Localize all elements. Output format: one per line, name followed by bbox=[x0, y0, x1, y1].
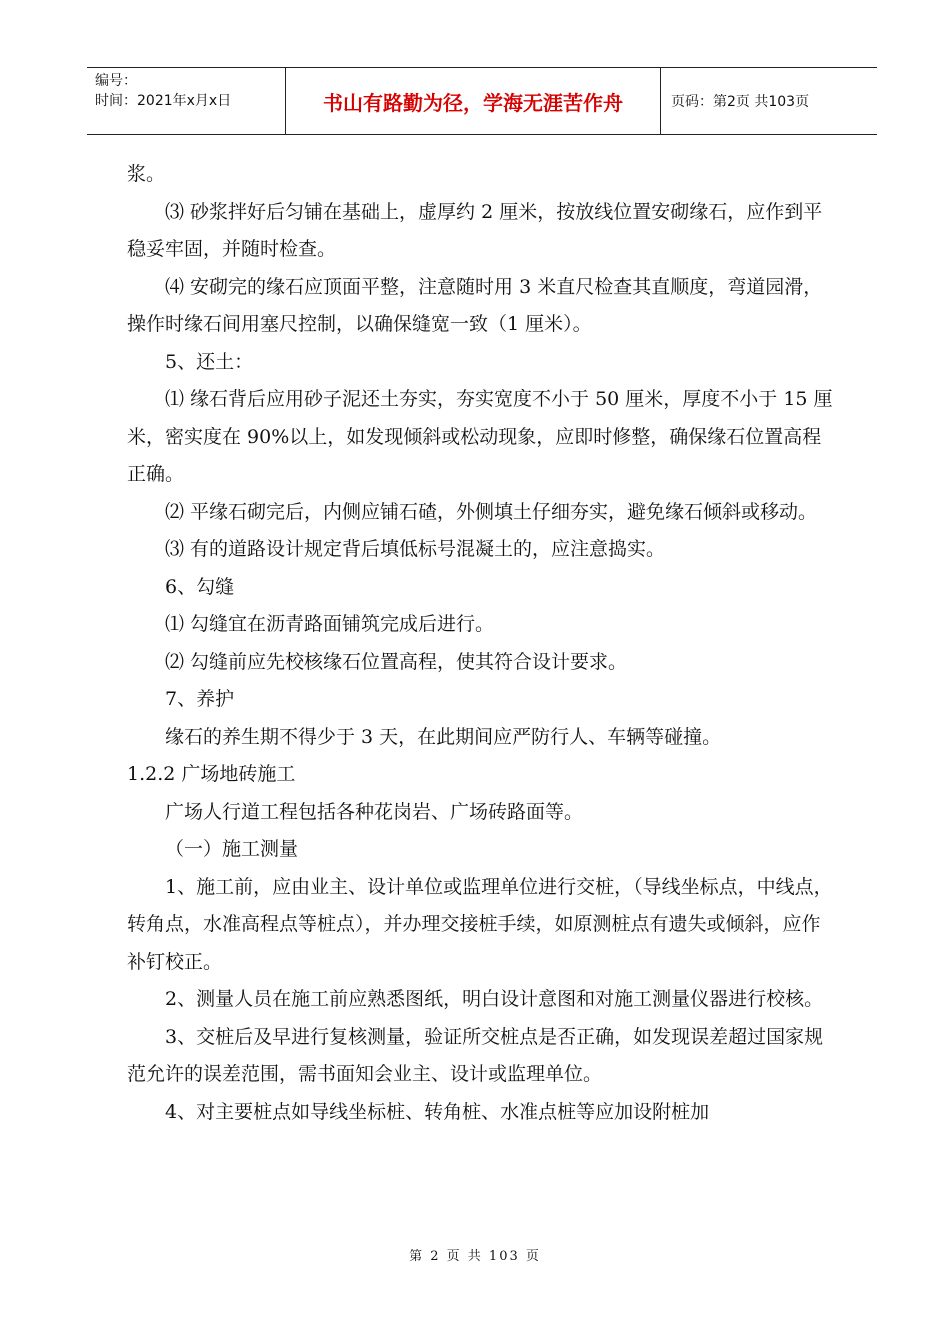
document-body bbox=[127, 156, 837, 1131]
paragraph: ⑴ 缘石背后应用砂子泥还土夯实，夯实宽度不小于 50 厘米，厚度不小于 15 厘米，密实度在 90%以上，如发现倾斜或松动现象，应即时修整，确保缘石位置高程正确。 bbox=[127, 388, 833, 485]
footer-page-number: 第 2 页 共 103 页 bbox=[409, 1249, 541, 1264]
paragraph: 4、对主要桩点如导线坐标桩、转角桩、水准点桩等应加设附桩加 bbox=[165, 1100, 710, 1123]
document-number-label: 编号： bbox=[95, 73, 137, 89]
paragraph: ⑶ 有的道路设计规定背后填低标号混凝土的，应注意捣实。 bbox=[165, 538, 666, 560]
paragraph: 2、测量人员在施工前应熟悉图纸，明白设计意图和对施工测量仪器进行校核。 bbox=[165, 988, 824, 1010]
header-page-number: 页码：第2页 共103页 bbox=[671, 94, 810, 110]
paragraph: 浆。 bbox=[127, 163, 166, 185]
paragraph: ⑵ 平缘石砌完后，内侧应铺石碴，外侧填土仔细夯实，避免缘石倾斜或移动。 bbox=[165, 500, 818, 523]
paragraph: 缘石的养生期不得少于 3 天，在此期间应严防行人、车辆等碰撞。 bbox=[165, 725, 722, 748]
header-motto: 书山有路勤为径，学海无涯苦作舟 bbox=[323, 90, 623, 115]
paragraph: ⑷ 安砌完的缘石应顶面平整，注意随时用 3 米直尺检查其直顺度，弯道园滑，操作时缘石间用塞尺控制，以确保缝宽一致（1 厘米）。 bbox=[127, 275, 823, 335]
page-footer bbox=[0, 1245, 950, 1264]
section-heading: 1.2.2 广场地砖施工 bbox=[127, 763, 296, 785]
header-page-cell bbox=[661, 68, 877, 134]
section-heading: 6、勾缝 bbox=[165, 575, 235, 598]
paragraph: ⑶ 砂浆拌好后匀铺在基础上，虚厚约 2 厘米，按放线位置安砌缘石，应作到平稳妥牢固，并随时检查。 bbox=[127, 200, 823, 260]
paragraph: ⑵ 勾缝前应先校核缘石位置高程，使其符合设计要求。 bbox=[165, 650, 628, 673]
section-heading: 7、养护 bbox=[165, 688, 235, 710]
paragraph: 广场人行道工程包括各种花岗岩、广场砖路面等。 bbox=[165, 800, 584, 823]
paragraph: ⑴ 勾缝宜在沥青路面铺筑完成后进行。 bbox=[165, 613, 495, 635]
header-meta bbox=[87, 68, 286, 134]
paragraph: 1、施工前，应由业主、设计单位或监理单位进行交桩，（导线坐标点，中线点，转角点，水准高程点等桩点），并办理交接桩手续，如原测桩点有遗失或倾斜，应作补钉校正。 bbox=[127, 875, 833, 973]
page-header bbox=[87, 67, 877, 135]
header-motto-cell bbox=[286, 68, 661, 134]
section-heading: 5、还土： bbox=[165, 350, 254, 373]
paragraph: 3、交桩后及早进行复核测量，验证所交桩点是否正确，如发现误差超过国家规范允许的误差范围，需书面知会业主、设计或监理单位。 bbox=[127, 1025, 824, 1085]
document-time-label: 时间：2021年x月x日 bbox=[95, 93, 232, 109]
section-heading: （一）施工测量 bbox=[165, 838, 299, 860]
